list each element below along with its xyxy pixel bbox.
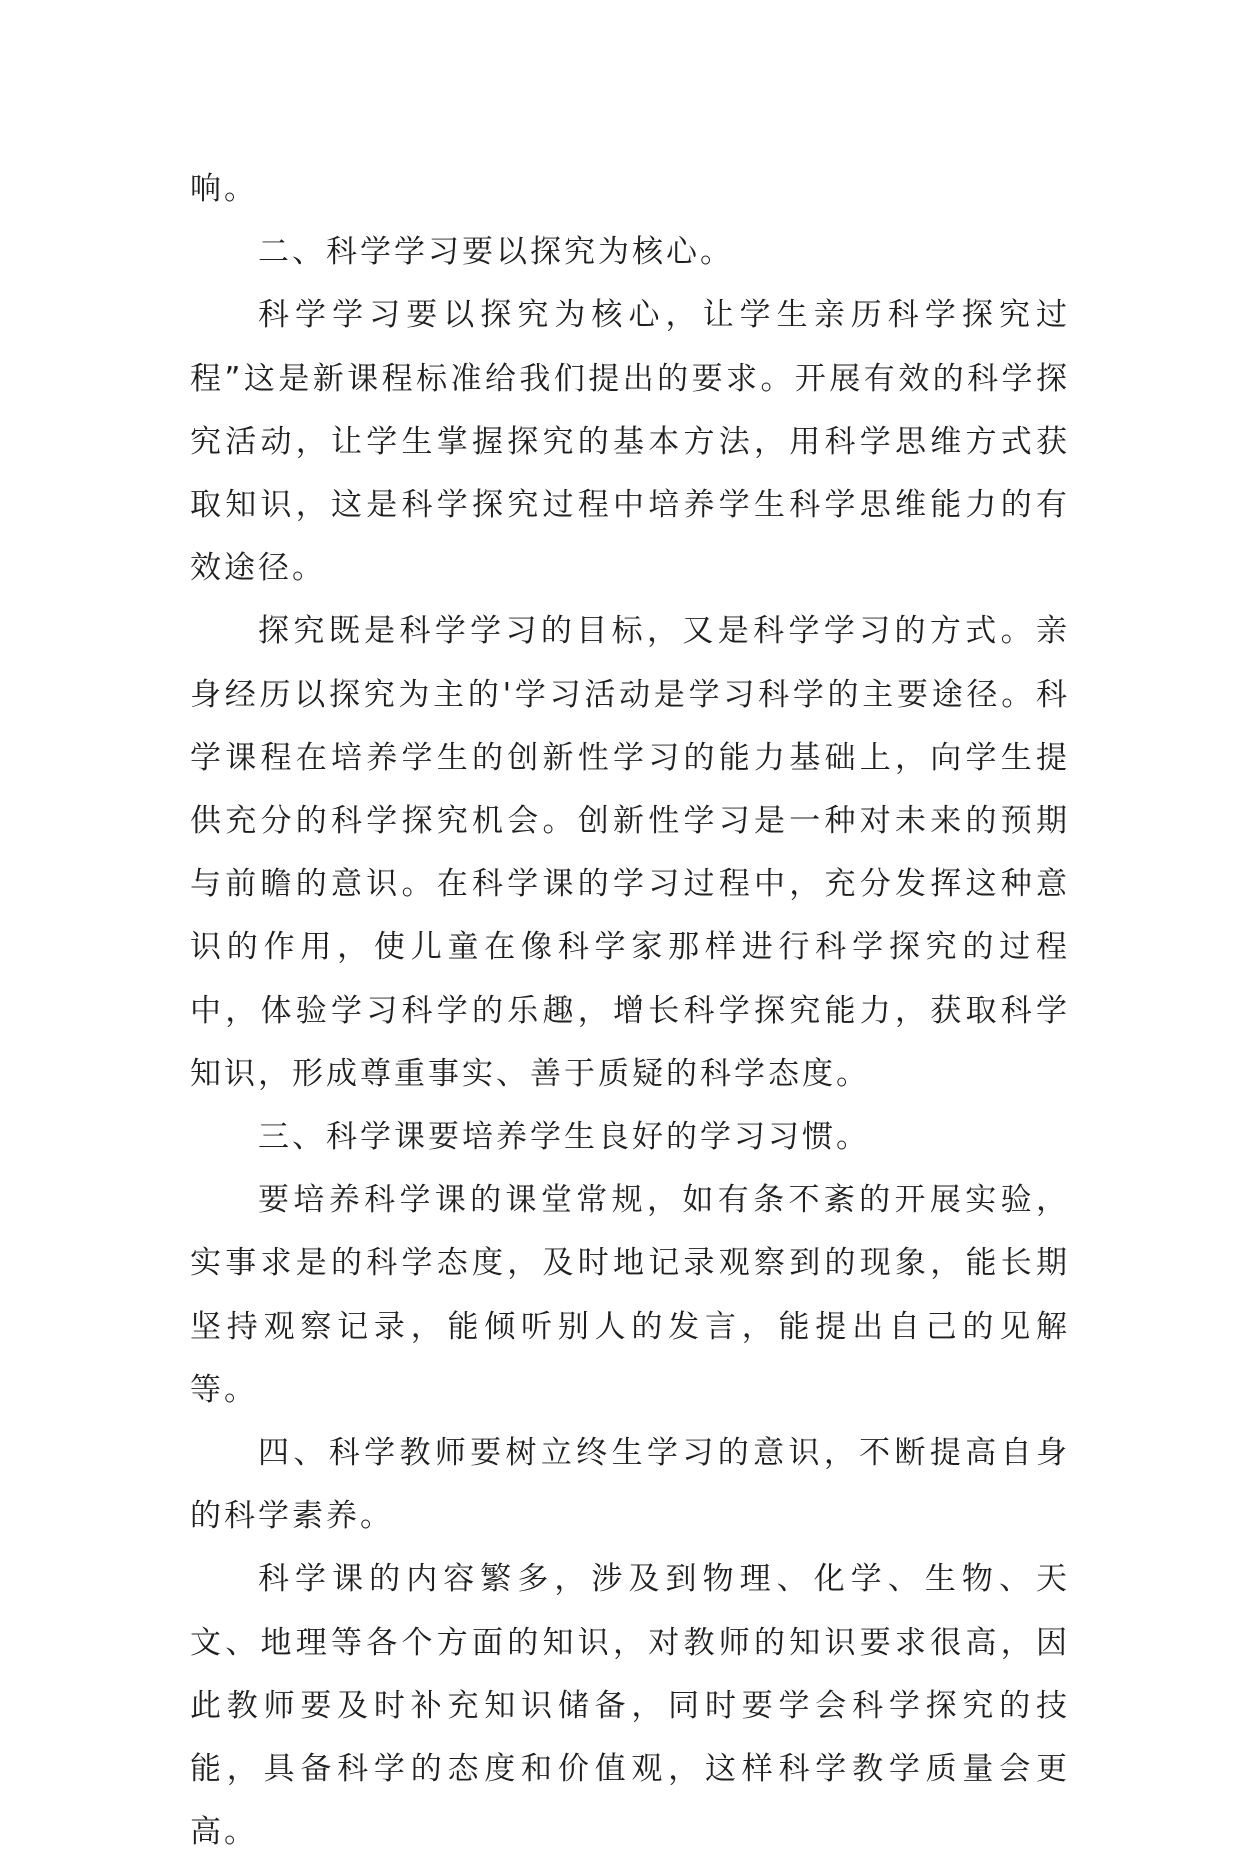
section-heading: 二、科学学习要以探究为核心。 (258, 234, 734, 271)
paragraph: 要培养科学课的课堂常规，如有条不紊的开展实验，实事求是的科学态度，及时地记录观察到的现象，能长期坚持观察记录，能倾听别人的发言，能提出自己的见解等。 (190, 1182, 1070, 1408)
section-heading: 三、科学课要培养学生良好的学习习惯。 (258, 1119, 870, 1156)
section-heading: 四、科学教师要树立终生学习的意识，不断提高自身的科学素养。 (190, 1435, 1070, 1535)
paragraph: 科学课的内容繁多，涉及到物理、化学、生物、天文、地理等各个方面的知识，对教师的知识要求很高，因此教师要及时补充知识储备，同时要学会科学探究的技能，具备科学的态度和价值观，这样科学教学质量会更高。 (190, 1561, 1070, 1851)
paragraph: 科学学习要以探究为核心，让学生亲历科学探究过程”这是新课程标准给我们提出的要求。开展有效的科学探究活动，让学生掌握探究的基本方法，用科学思维方式获取知识，这是科学探究过程中培养学生科学思维能力的有效途径。 (190, 297, 1070, 587)
paragraph: 响。 (190, 171, 258, 207)
paragraph: 探究既是科学学习的目标，又是科学学习的方式。亲身经历以探究为主的'学习活动是学习科学的主要途径。科学课程在培养学生的创新性学习的能力基础上，向学生提供充分的科学探究机会。创新性学习是一种对未来的预期与前瞻的意识。在科学课的学习过程中，充分发挥这种意识的作用，使儿童在像科学家那样进行科学探究的过程中，体验学习科学的乐趣，增长科学探究能力，获取科学知识，形成尊重事实、善于质疑的科学态度。 (190, 613, 1070, 1092)
document-body (190, 158, 1070, 1864)
